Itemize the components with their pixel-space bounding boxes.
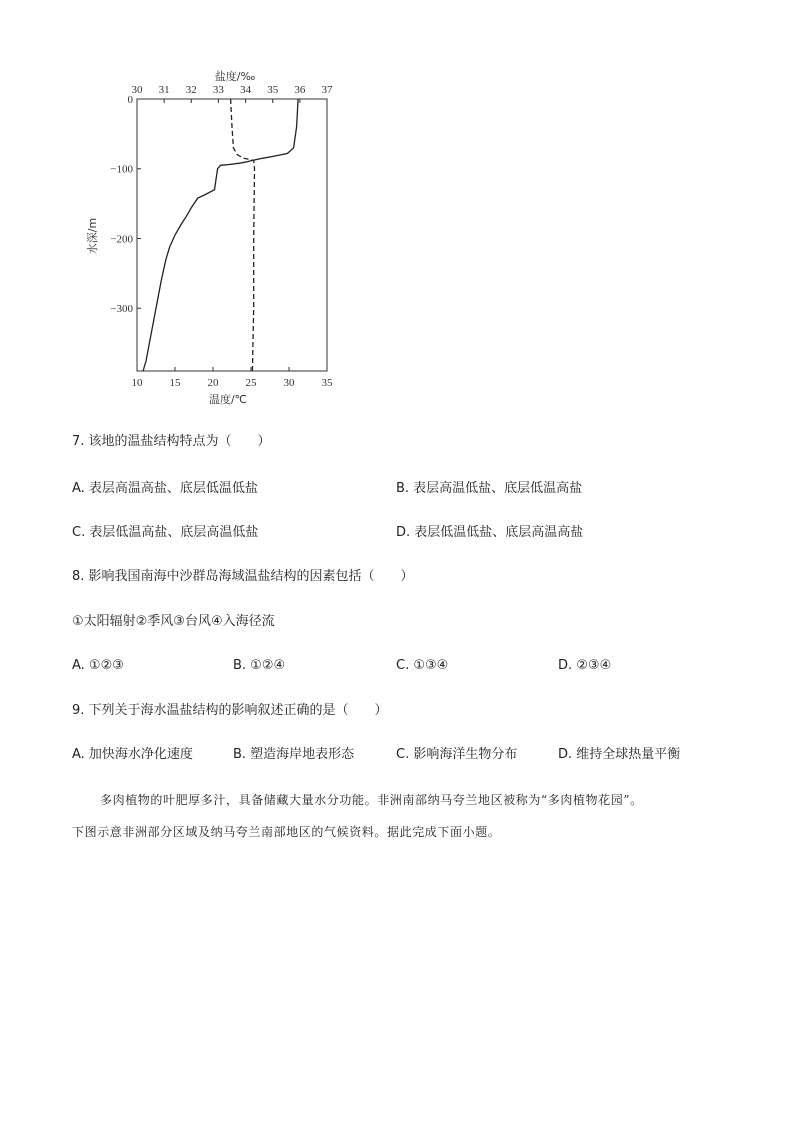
top-tick-label: 32 (185, 84, 197, 96)
bottom-tick-label: 35 (321, 377, 333, 389)
bottom-tick-label: 10 (131, 377, 143, 389)
temperature-curve (143, 99, 298, 371)
question-9-stem: 9. 下列关于海水温盐结构的影响叙述正确的是（ ） (72, 703, 388, 718)
bottom-tick-label: 20 (207, 377, 219, 389)
depth-tick-label: −300 (110, 303, 133, 316)
top-tick-label: 36 (294, 84, 306, 96)
y-axis-title: 水深/m (86, 217, 99, 255)
passage-line-2: 下图示意非洲部分区域及纳马夸兰南部地区的气候资料。据此完成下面小题。 (72, 825, 501, 839)
q9-option-a[interactable]: A. 加快海水净化速度 (72, 747, 193, 762)
passage-line-1: 多肉植物的叶肥厚多汁，具备储藏大量水分功能。非洲南部纳马夸兰地区被称为“多肉植物花园”。 (100, 793, 643, 807)
bottom-tick-label: 30 (283, 377, 295, 389)
top-axis-title: 盐度/‰ (214, 70, 256, 83)
q8-option-c[interactable]: C. ①③④ (396, 658, 449, 673)
bottom-axis-title: 温度/℃ (208, 393, 248, 406)
depth-tick-label: −200 (110, 233, 133, 246)
question-7-stem: 7. 该地的温盐结构特点为（ ） (72, 434, 271, 449)
question-8-items: ①太阳辐射②季风③台风④入海径流 (72, 614, 275, 629)
top-tick-label: 33 (212, 84, 224, 96)
top-tick-label: 30 (131, 84, 143, 96)
bottom-tick-label: 15 (169, 377, 181, 389)
q9-option-d[interactable]: D. 维持全球热量平衡 (558, 747, 681, 762)
salinity-curve (231, 99, 255, 371)
depth-tick-label: −100 (110, 163, 133, 176)
q8-option-b[interactable]: B. ①②④ (233, 658, 286, 673)
q7-option-d[interactable]: D. 表层低温低盐、底层高温高盐 (396, 525, 584, 540)
q7-option-a[interactable]: A. 表层高温高盐、底层低温低盐 (72, 481, 258, 496)
plot-frame (137, 99, 327, 371)
q8-option-d[interactable]: D. ②③④ (558, 658, 612, 673)
question-8-stem: 8. 影响我国南海中沙群岛海域温盐结构的因素包括（ ） (72, 569, 414, 584)
q7-option-b[interactable]: B. 表层高温低盐、底层低温高盐 (396, 481, 583, 496)
top-tick-label: 35 (267, 84, 279, 96)
q9-option-b[interactable]: B. 塑造海岸地表形态 (233, 747, 355, 762)
q9-option-c[interactable]: C. 影响海洋生物分布 (396, 747, 518, 762)
top-tick-label: 37 (321, 84, 333, 96)
depth-tick-label: 0 (127, 94, 133, 106)
top-tick-label: 31 (158, 84, 170, 96)
temperature-salinity-chart (80, 66, 350, 411)
q7-option-c[interactable]: C. 表层低温高盐、底层高温低盐 (72, 525, 259, 540)
q8-option-a[interactable]: A. ①②③ (72, 658, 124, 673)
top-tick-label: 34 (240, 84, 252, 96)
bottom-tick-label: 25 (245, 377, 257, 389)
